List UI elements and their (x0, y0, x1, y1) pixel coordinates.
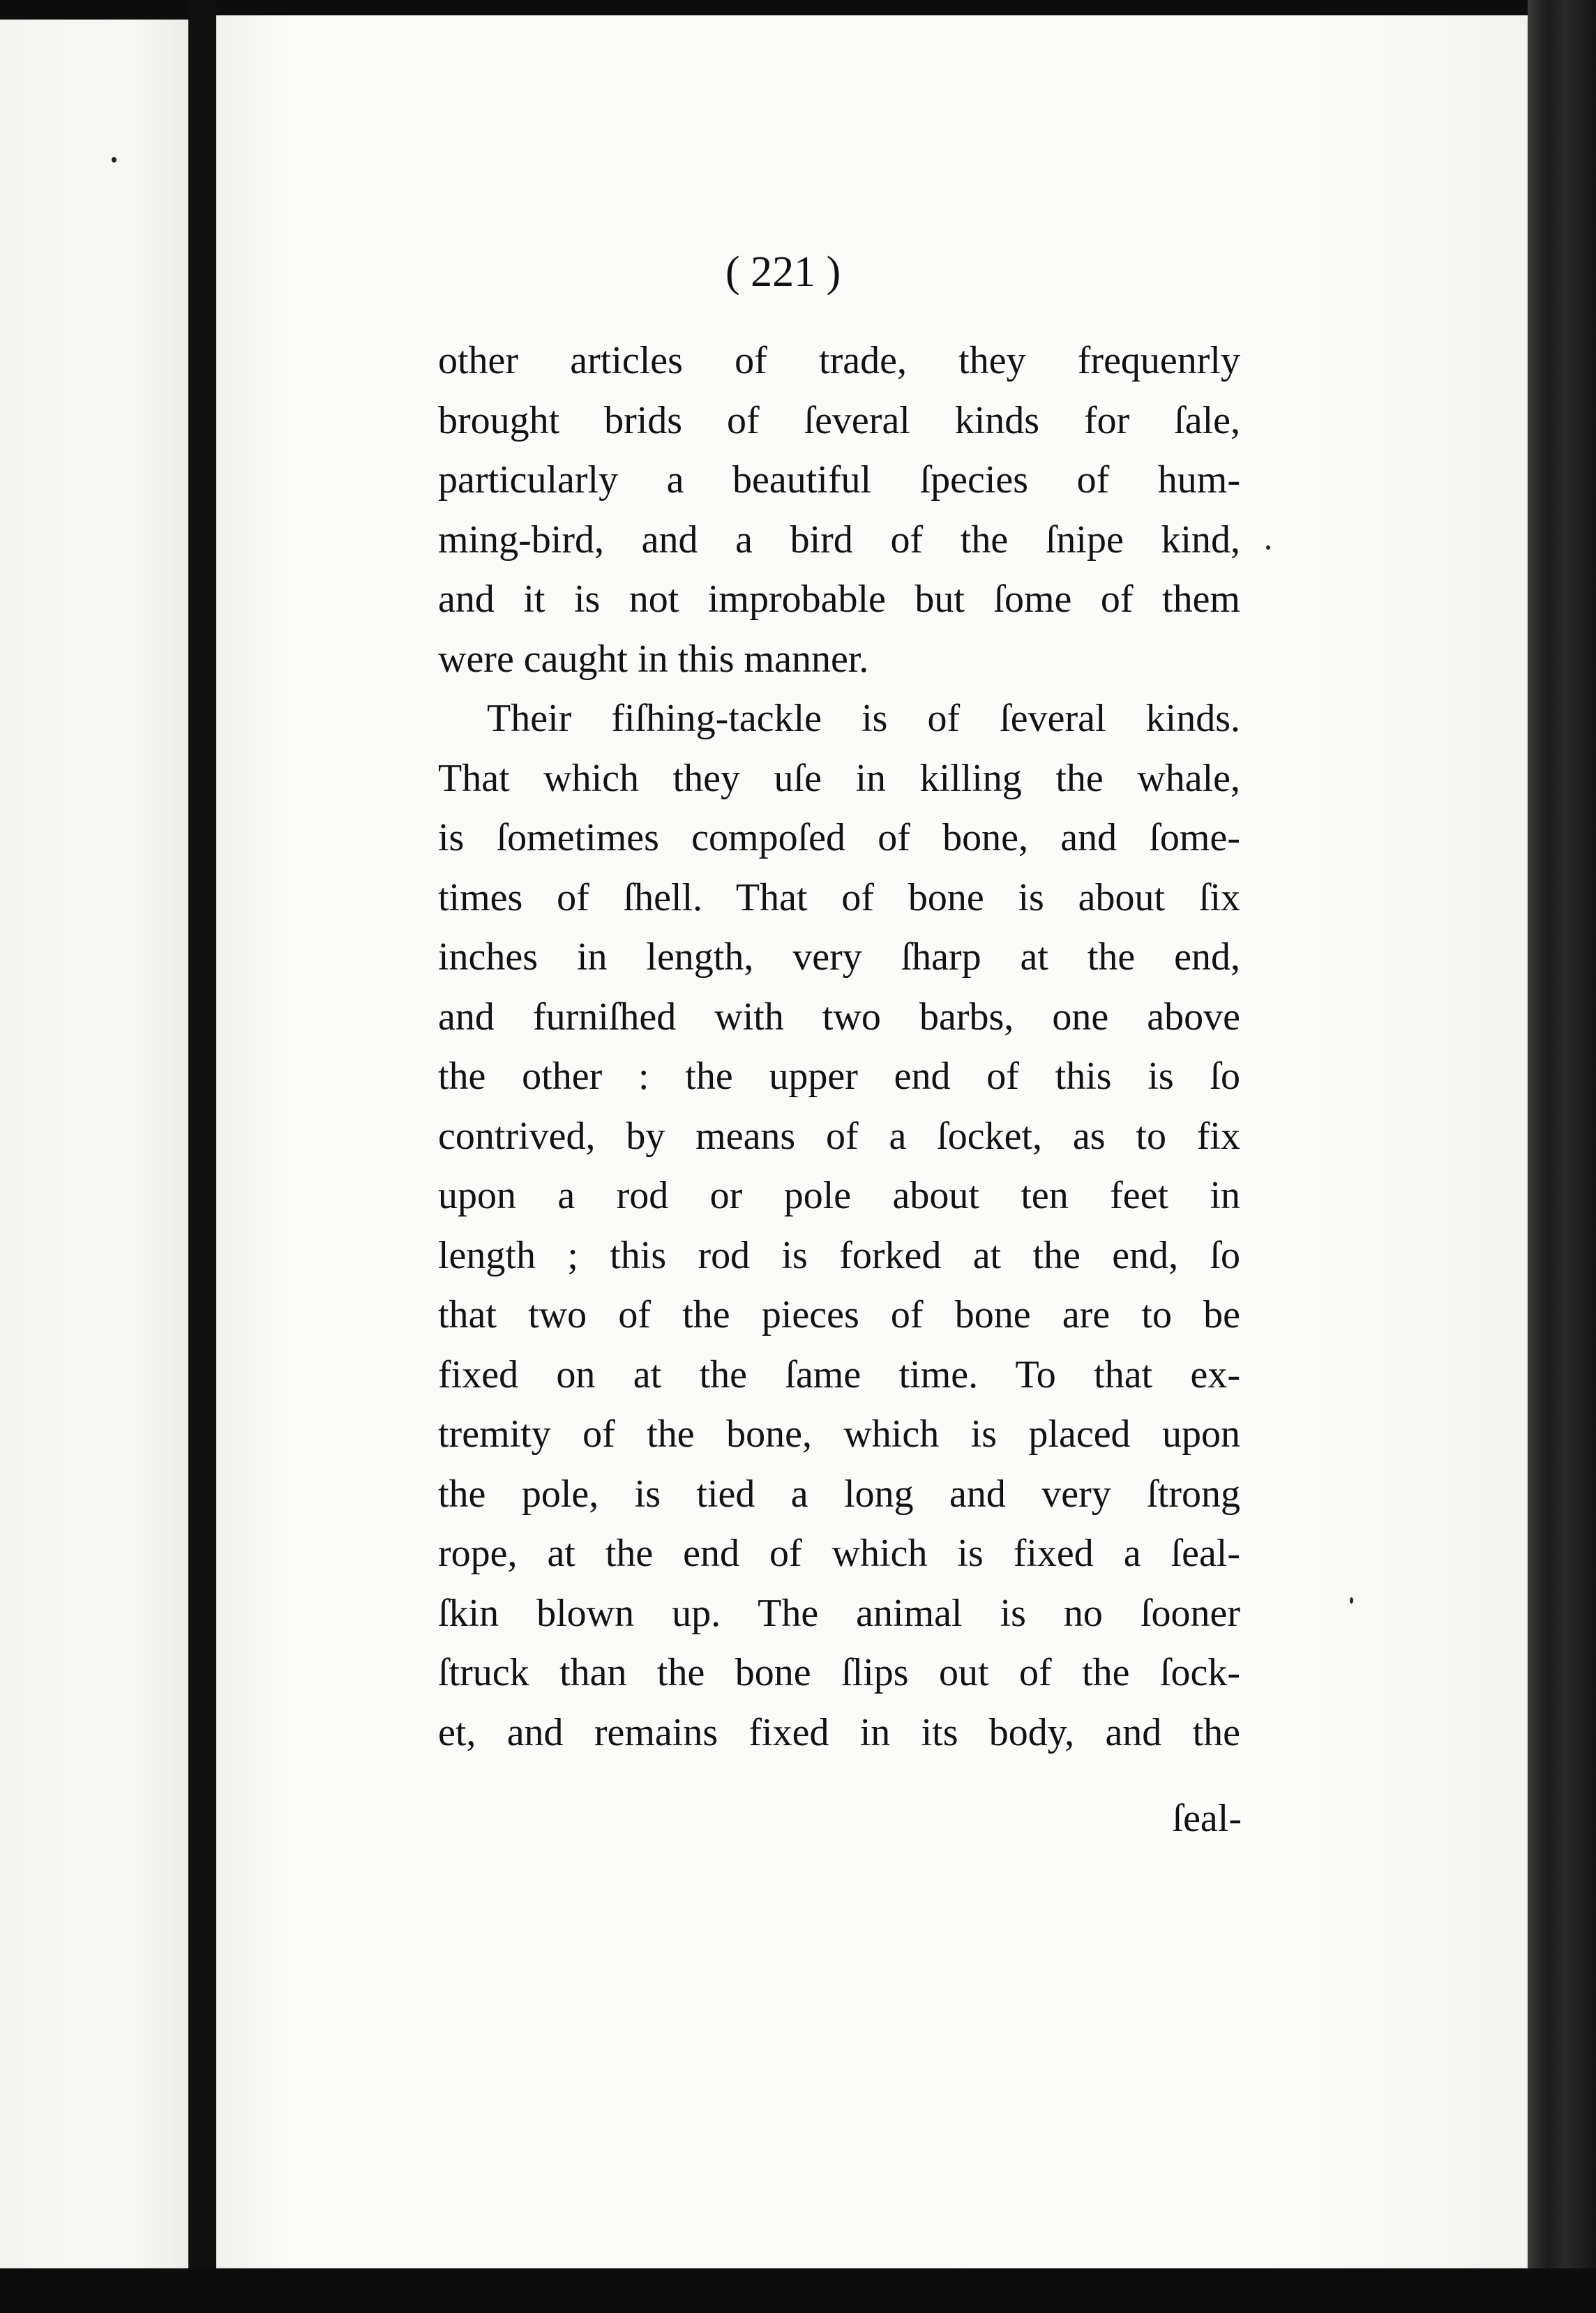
text-line: et, and remains fixed in its body, and the (438, 1710, 1240, 1754)
text-line: tremity of the bone, which is placed upon (438, 1412, 1240, 1456)
body-text (438, 331, 1240, 1763)
text-line: rope, at the end of which is fixed a ſeal- (438, 1532, 1240, 1575)
text-line: other articles of trade, they frequenrly (438, 339, 1240, 382)
book-gutter (188, 0, 216, 2313)
text-line: and it is not improbable but ſome of them (438, 578, 1240, 621)
ink-speck (1350, 1597, 1353, 1604)
catchword: ſeal- (1172, 1797, 1242, 1840)
text-line: contrived, by means of a ſocket, as to fix (438, 1114, 1240, 1158)
text-line: that two of the pieces of bone are to be (438, 1293, 1240, 1336)
text-line: brought brids of ſeveral kinds for ſale, (438, 398, 1240, 442)
text-line: times of ſhell. That of bone is about ſix (438, 875, 1240, 919)
text-line: ming-bird, and a bird of the ſnipe kind, (438, 518, 1240, 562)
text-line: length ; this rod is forked at the end, ſo (438, 1233, 1240, 1277)
text-line: the other : the upper end of this is ſo (438, 1055, 1240, 1098)
text-line: That which they uſe in killing the whale, (438, 756, 1240, 800)
book-edge-shadow (1528, 0, 1596, 2313)
text-line: upon a rod or pole about ten feet in (438, 1174, 1240, 1217)
text-line: and furniſhed with two barbs, one above (438, 995, 1240, 1039)
paragraph-start-line: Their fiſhing-tackle is of ſeveral kinds. (487, 697, 1240, 740)
text-line: is ſometimes compoſed of bone, and ſome- (438, 816, 1240, 859)
ink-speck (1266, 545, 1270, 550)
text-line: were caught in this manner. (438, 637, 869, 681)
text-line: ſkin blown up. The animal is no ſooner (438, 1591, 1240, 1635)
scan-bottom-border (0, 2268, 1596, 2313)
ink-speck (112, 157, 116, 163)
page-number: ( 221 ) (725, 248, 841, 296)
text-line: inches in length, very ſharp at the end, (438, 935, 1240, 979)
text-line: fixed on at the ſame time. To that ex- (438, 1353, 1240, 1396)
text-line: ſtruck than the bone ſlips out of the ſock- (438, 1651, 1240, 1694)
text-line: particularly a beautiful ſpecies of hum- (438, 458, 1240, 502)
left-page-margin (0, 20, 188, 2269)
text-line: the pole, is tied a long and very ſtrong (438, 1472, 1240, 1516)
